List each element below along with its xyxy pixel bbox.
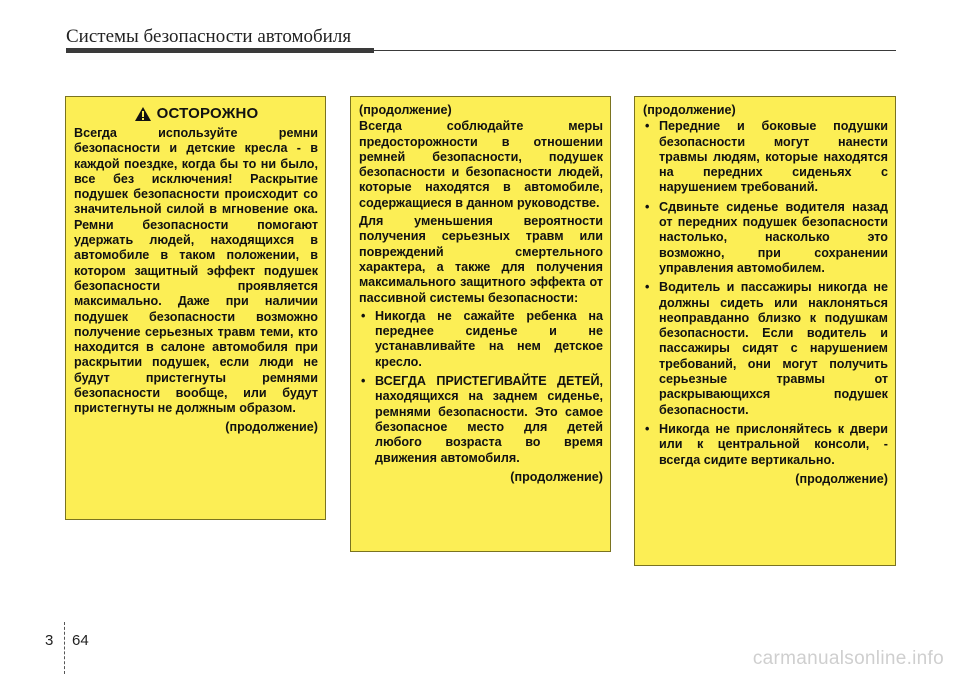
warning-panel <box>65 96 326 520</box>
bullet-text: Водитель и пассажиры никогда не должны сидеть или наклоняться неоправданно близко к подушкам безопасности. Если водитель и пассажиры сидят с нарушением требований, они могут получить серьезные травмы от раскрывающихся подушек безопасности. <box>659 280 888 417</box>
page-number: 64 <box>72 632 89 649</box>
bullet-dot-icon: • <box>645 280 650 295</box>
bullet-dot-icon: • <box>645 119 650 134</box>
warning-heading <box>74 105 318 123</box>
chapter-number: 3 <box>45 632 54 649</box>
header-rule-thin <box>374 50 896 51</box>
continued-header: (продолжение) <box>643 103 736 117</box>
bullet-item <box>643 119 888 195</box>
bullet-dot-icon: • <box>361 374 366 389</box>
bullet-text: Сдвиньте сиденье водителя назад от передних подушек безопасности настолько, насколько это возможно, при сохранении управления автомобилем. <box>659 199 888 275</box>
bullet-item <box>643 422 888 468</box>
warning-body: Всегда используйте ремни безопасности и детские кресла - в каждой поездке, когда бы то ни было, все без исключения! Раскрытие подушек безопасности происходит со значительной силой в мгновение ока. Ремни безопасности помогают удержать людей, находящихся в автомобиле в таком положении, в котором защитный эффект подушек безопасности проявляется максимально. Даже при наличии подушек безопасности возможно получение серьезных травм теми, кто находится в салоне автомобиля при раскрытии подушек, если люди не будут пристегнуты ремнями безопасности вообще, или будут пристегнуты не должным образом. <box>74 126 318 416</box>
page-number-divider <box>64 622 65 674</box>
panel2-bullet-list <box>359 309 603 466</box>
page-header-title: Системы безопасности автомобиля <box>66 26 352 47</box>
continued-header: (продолжение) <box>359 103 452 117</box>
bullet-dot-icon: • <box>645 199 650 214</box>
bullet-item <box>359 309 603 370</box>
warning-title: ОСТОРОЖНО <box>156 105 259 122</box>
bullet-dot-icon: • <box>645 421 650 436</box>
continued-label: (продолжение) <box>510 469 603 484</box>
continued-label: (продолжение) <box>225 419 318 434</box>
bullet-dot-icon: • <box>361 308 366 323</box>
bullet-item <box>643 200 888 276</box>
bullet-item <box>643 280 888 418</box>
continued-panel-2 <box>350 96 611 552</box>
header-rule-thick <box>66 48 374 53</box>
continued-label: (продолжение) <box>795 471 888 486</box>
panel2-para2: Для уменьшения вероятности получения серьезных травм или повреждений смертельного характера, а также для получения максимального защитного эффекта от пассивной системы безопасности: <box>359 214 603 305</box>
panel3-bullet-list <box>643 119 888 468</box>
bullet-item <box>359 374 603 466</box>
panel2-para1: Всегда соблюдайте меры предосторожности в отношении ремней безопасности, подушек безопасности и безопасности людей, которые находятся в автомобиле, содержащиеся в данном руководстве. <box>359 119 603 210</box>
bullet-text: Никогда не сажайте ребенка на переднее сиденье и не устанавливайте на нем детское кресло. <box>375 308 603 369</box>
watermark-text: carmanualsonline.info <box>752 648 944 669</box>
warning-triangle-icon <box>134 106 152 122</box>
bullet-text: ВСЕГДА ПРИСТЕГИВАЙТЕ ДЕТЕЙ, находящихся на заднем сиденье, ремнями безопасности. Это самое безопасное место для детей любого возраста во время движения автомобиля. <box>375 374 603 465</box>
bullet-text: Никогда не прислоняйтесь к двери или к центральной консоли, - всегда сидите вертикально. <box>659 421 888 467</box>
bullet-text: Передние и боковые подушки безопасности могут нанести травмы людям, которые находятся на передних сиденьях с нарушением требований. <box>659 119 888 195</box>
continued-panel-3 <box>634 96 896 566</box>
